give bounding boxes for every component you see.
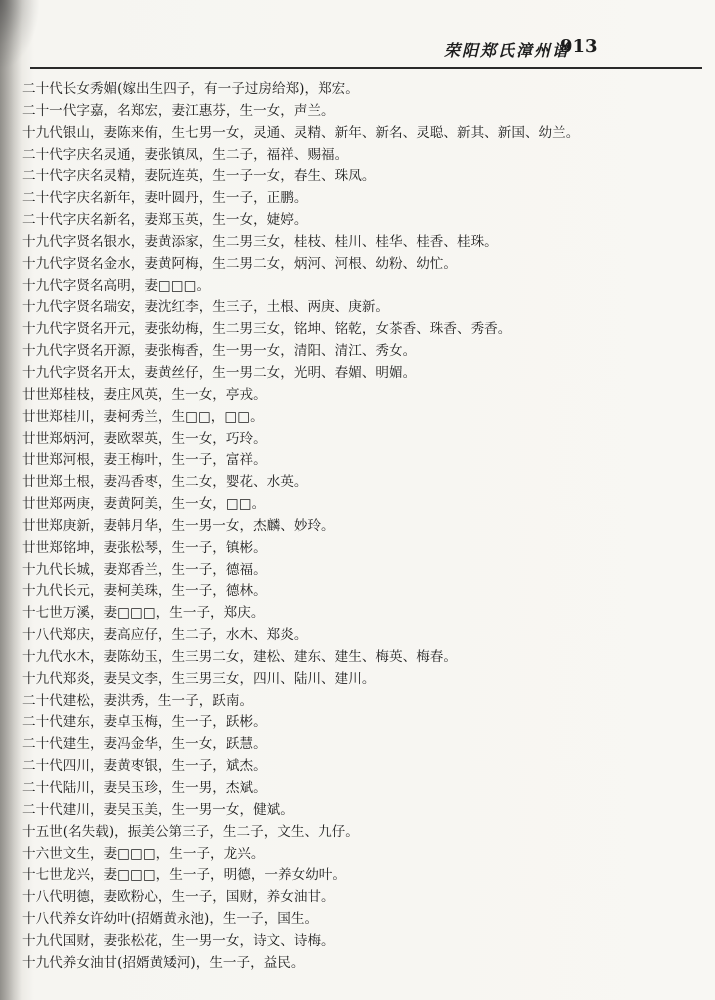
genealogy-entry: 二十一代字嘉，名郑宏，妻江惠芬，生一女，声兰。 <box>22 102 335 119</box>
genealogy-entry: 二十代四川，妻黄枣银，生一子，斌杰。 <box>22 758 267 775</box>
genealogy-entry: 十九代养女油甘(招婿黄矮河)，生一子，益民。 <box>22 954 305 971</box>
genealogy-entry: 廿世郑土根，妻冯香枣，生二女，婴花、水英。 <box>22 474 308 491</box>
genealogy-entry: 二十代建东，妻卓玉梅，生一子，跃彬。 <box>22 714 267 731</box>
genealogy-entry: 二十代字庆名新名，妻郑玉英，生一女，婕婷。 <box>22 212 308 229</box>
genealogy-entry: 十九代字贤名金水，妻黄阿梅，生二男二女，炳河、河根、幼粉、幼忙。 <box>22 255 457 272</box>
genealogy-entry: 十九代字贤名开源，妻张梅香，生一男一女，清阳、清江、秀女。 <box>22 343 417 360</box>
genealogy-entry: 二十代字庆名新年，妻叶圆丹，生一子，正鹏。 <box>22 190 308 207</box>
genealogy-entry: 廿世郑炳河，妻欧翠英，生一女，巧玲。 <box>22 430 267 447</box>
genealogy-entry: 十九代字贤名开元，妻张幼梅，生二男三女，铭坤、铭乾，女茶香、珠香、秀香。 <box>22 321 512 338</box>
genealogy-entry: 廿世郑两庚，妻黄阿美，生一女，□□。 <box>22 496 266 513</box>
genealogy-entry: 十九代水木，妻陈幼玉，生三男二女，建松、建东、建生、梅英、梅春。 <box>22 648 457 665</box>
genealogy-entry: 二十代建川，妻吴玉美，生一男一女，健斌。 <box>22 801 294 818</box>
header-title: 荣阳郑氏漳州谱 <box>444 41 571 60</box>
genealogy-entry: 二十代字庆名灵精，妻阮连英，生一子一女，春生、珠凤。 <box>22 168 376 185</box>
genealogy-entry: 廿世郑桂川，妻柯秀兰，生□□，□□。 <box>22 408 264 425</box>
genealogy-entry: 十七世龙兴，妻□□□，生一子，明德，一养女幼叶。 <box>22 867 346 884</box>
genealogy-entry: 十五世(名失载)，振美公第三子，生二子，文生、九仔。 <box>22 823 359 840</box>
genealogy-entry: 十九代长城，妻郑香兰，生一子，德福。 <box>22 561 267 578</box>
genealogy-entry: 十八代郑庆，妻高应仔，生二子，水木、郑炎。 <box>22 627 308 644</box>
genealogy-entry: 二十代建松，妻洪秀，生一子，跃南。 <box>22 692 254 709</box>
genealogy-entry: 廿世郑铭坤，妻张松琴，生一子，镇彬。 <box>22 539 267 556</box>
header-rule <box>30 67 702 69</box>
genealogy-entry: 廿世郑桂枝，妻庄风英，生一女，亭戎。 <box>22 386 267 403</box>
page-number: 913 <box>560 36 598 57</box>
genealogy-entry: 十六世文生，妻□□□，生一子，龙兴。 <box>22 845 265 862</box>
genealogy-entry: 十九代国财，妻张松花，生一男一女，诗文、诗梅。 <box>22 932 335 949</box>
genealogy-entry: 二十代建生，妻冯金华，生一女，跃慧。 <box>22 736 267 753</box>
running-header <box>430 34 700 62</box>
genealogy-entry: 二十代字庆名灵通，妻张镇凤，生二子，福祥、赐福。 <box>22 146 349 163</box>
binding-shadow <box>0 0 22 1000</box>
genealogy-entry: 十九代字贤名银水，妻黄添家，生二男三女，桂枝、桂川、桂华、桂香、桂珠。 <box>22 233 498 250</box>
genealogy-entry: 十九代字贤名瑞安，妻沈红李，生三子，土根、两庚、庚新。 <box>22 299 390 316</box>
genealogy-entry: 十九代郑炎，妻吴文李，生三男三女，四川、陆川、建川。 <box>22 670 376 687</box>
genealogy-entry: 廿世郑庚新，妻韩月华，生一男一女，杰麟、妙玲。 <box>22 517 335 534</box>
genealogy-entry: 十九代银山，妻陈来侑，生七男一女，灵通、灵精、新年、新名、灵聪、新其、新国、幼兰。 <box>22 124 580 141</box>
genealogy-entry: 二十代长女秀媚(嫁出生四子，有一子过房给郑)，郑宏。 <box>22 81 359 97</box>
genealogy-entry: 十八代明德，妻欧粉心，生一子，国财，养女油甘。 <box>22 889 335 906</box>
genealogy-entry: 十九代长元，妻柯美珠，生一子，德林。 <box>22 583 267 600</box>
genealogy-entry: 二十代陆川，妻吴玉珍，生一男，杰斌。 <box>22 780 267 796</box>
genealogy-entry-list <box>22 79 692 975</box>
genealogy-entry: 十九代字贤名开太，妻黄丝仔，生一男二女，光明、春媚、明媚。 <box>22 364 417 381</box>
genealogy-entry: 廿世郑河根，妻王梅叶，生一子，富祥。 <box>22 452 267 469</box>
genealogy-entry: 十八代养女许幼叶(招婿黄永池)，生一子，国生。 <box>22 911 319 928</box>
scan-corner-mark <box>0 0 40 70</box>
genealogy-entry: 十七世万溪，妻□□□，生一子，郑庆。 <box>22 605 265 622</box>
genealogy-entry: 十九代字贤名高明，妻□□□。 <box>22 277 211 294</box>
